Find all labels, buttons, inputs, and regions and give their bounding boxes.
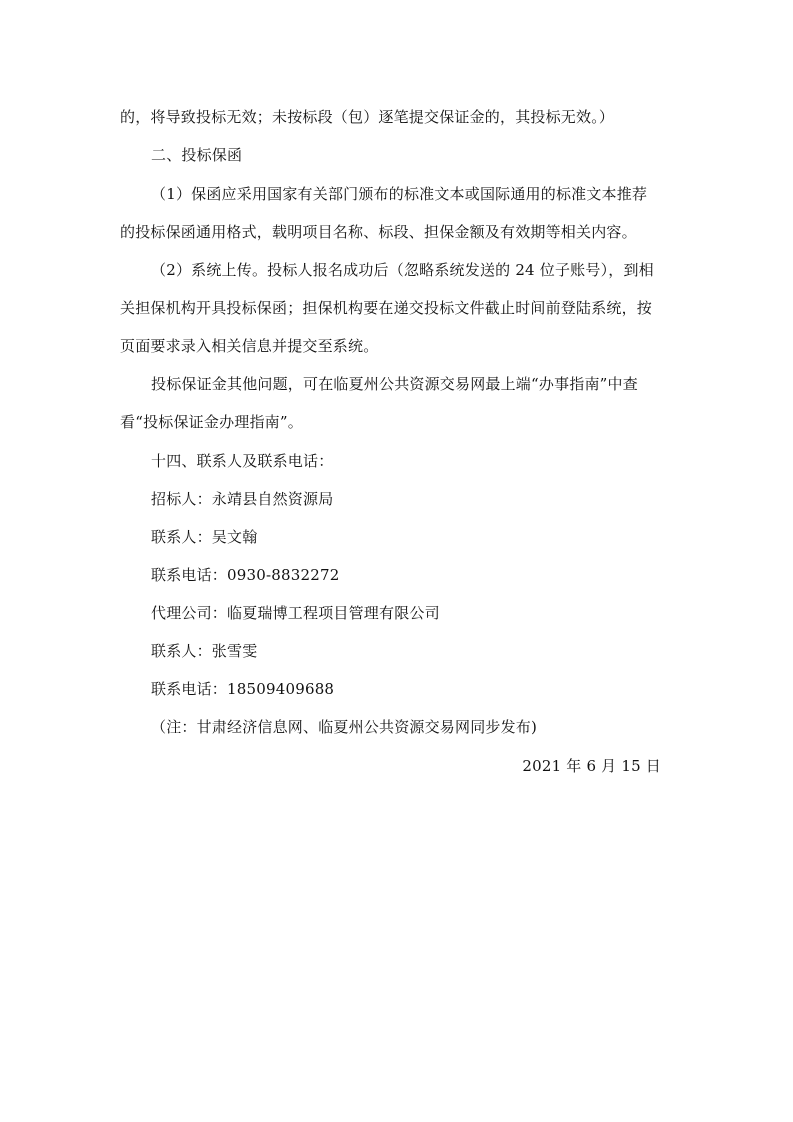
paragraph-line: （2）系统上传。投标人报名成功后（忽略系统发送的 24 位子账号），到相	[151, 261, 654, 279]
contact-line: 联系人：吴文翰	[151, 528, 258, 546]
contact-line: 联系电话：18509409688	[151, 680, 335, 698]
contact-line: 联系电话：0930-8832272	[151, 566, 340, 584]
section-heading: 二、投标保函	[151, 146, 243, 164]
note-line: （注：甘肃经济信息网、临夏州公共资源交易网同步发布)	[151, 718, 538, 736]
contact-line: 代理公司：临夏瑞博工程项目管理有限公司	[151, 604, 440, 622]
section-heading: 十四、联系人及联系电话：	[151, 452, 334, 470]
paragraph-line: 页面要求录入相关信息并提交至系统。	[120, 337, 379, 355]
paragraph-line: 的，将导致投标无效；未按标段（包）逐笔提交保证金的，其投标无效。）	[120, 108, 615, 126]
document-date: 2021 年 6 月 15 日	[522, 757, 661, 775]
contact-line: 联系人：张雪雯	[151, 642, 258, 660]
paragraph-line: 看“投标保证金办理指南”。	[120, 413, 303, 431]
paragraph-line: 关担保机构开具投标保函；担保机构要在递交投标文件截止时间前登陆系统，按	[120, 299, 653, 317]
paragraph-line: （1）保函应采用国家有关部门颁布的标准文本或国际通用的标准文本推荐	[151, 185, 648, 203]
paragraph-line: 的投标保函通用格式，载明项目名称、标段、担保金额及有效期等相关内容。	[120, 223, 637, 241]
paragraph-line: 投标保证金其他问题，可在临夏州公共资源交易网最上端“办事指南”中查	[151, 375, 638, 393]
contact-line: 招标人：永靖县自然资源局	[151, 490, 334, 508]
